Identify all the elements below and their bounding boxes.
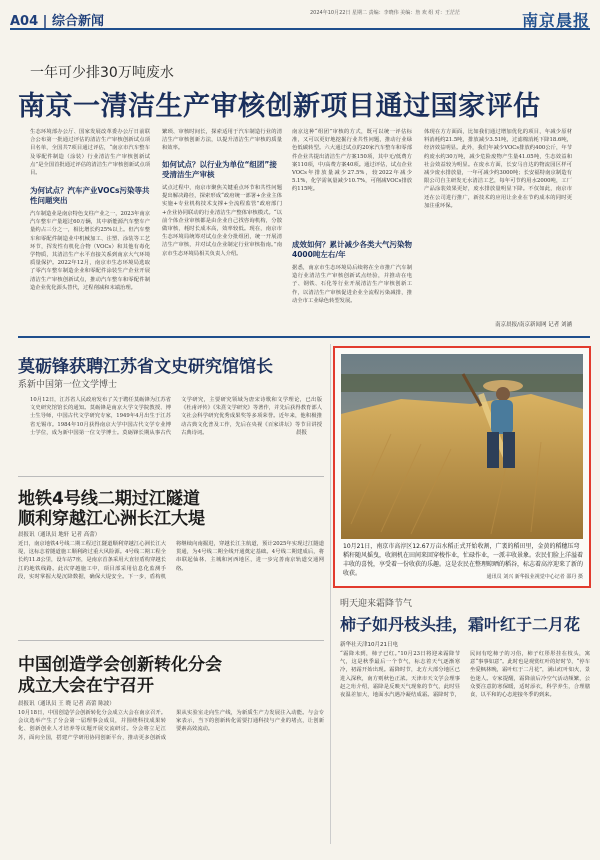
photo-credit: 通讯员 刘兴 新华报业视觉中心记者 邵丹 摄 xyxy=(486,574,583,580)
lead-credit: 南京晨报/南京新闻网 记者 刘涵 xyxy=(495,322,572,328)
story5-body: “霜降未到，柿子已红。”10月23日将迎来霜降节气，这是秋季最后一个节气，标志着天气逐渐寒冷，初霜开始出现。霜降时节，北方大部分地区已进入深秋，南方则秋色正浓。天津市天文学会理事赵之珩介绍，霜降是反映天气现象的节气，此时昼夜温差加大，地面水汽遇冷凝结成霜。霜降时节，民间有吃柿子的习俗，柿子红彤彤挂在枝头，寓意“事事如意”。此时也是观赏红叶的好时节，“停车坐爱枫林晚，霜叶红于二月花”，满山红叶如火，景色迷人。专家提醒，霜降前后冷空气活动频繁，公众要注意防寒保暖，适时添衣，科学养生，合理膳食，以平和的心态迎接冬季的到来。 xyxy=(340,651,590,699)
lead-subhead-1: 为何试点？汽车产业VOCs污染等共性问题突出 xyxy=(30,186,150,205)
story3-byline: 晨报讯（通讯员 地轩 记者 高蕾） xyxy=(18,532,101,538)
story2-body: 10月12日，江苏省人民政府发布了关于聘任莫砺锋为江苏省文史研究馆馆长的通知。莫砺锋是南京大学文学院教授、博士生导师，中国古代文学研究专家，1949年4月出生于江苏省无锡市。1984年10月获得南京大学中国古代文学专业博士学位，成为新中国第一位文学博士。莫砺锋长期从事古代文学研究，主要研究领域为唐宋诗歌和文学理论，已出版《杜甫评传》《朱熹文学研究》等著作，并先后获得教育部人文社会科学研究优秀成果奖等多项荣誉。近年来，他积极推动古典文化普及工作，先后在央视《百家讲坛》等节目讲授古典诗词。 xyxy=(30,397,322,436)
lead-col2b: 试点过程中，南京市聚焦关键重点环节和共性问题提出解决路径，探索形成“政府统一部署+企业主体实施+专业机构技术支撑+全流程监管”政府部门+企业协同联动的行业清洁生产整体审核模式。“以前个体企业审核都是由企业自己找咨询机构，分散做审核，耗时长成本高，效率较低。现在，南京市生态环境局统筹对试点企业分批组团，统一开展清洁生产审核，并对试点企业制定行业审核指南。”南京市生态环境局相关负责人介绍。 xyxy=(162,185,282,257)
lead-intro: 生态环境部办公厅、国家发展改革委办公厅日前联合公布第一批通过评估的清洁生产审核创新试点项目名单，全国共7项目通过评估，“南京市汽车整车及零配件制造（涂装）行业清洁生产审核创新试点”是全国首批通过评估的清洁生产审核创新试点项目。 xyxy=(30,129,150,177)
harvest-photo xyxy=(341,354,583,539)
lead-subhead-2: 如何试点？以行业为单位“组团”接受清洁生产审核 xyxy=(162,160,277,179)
lead-kicker: 一年可少排30万吨废水 xyxy=(30,65,174,81)
story2-author: 晨报 xyxy=(296,430,308,436)
story4-body: 10月18日，中国创造学会创新转化分会成立大会在南京召开。会议选举产生了分会第一届理事会成员，并围绕科技成果转化、创新创业人才培养等议题开展交流研讨。分会将立足江苏，面向全国，搭建产学研用协同创新平台，推动更多创新成果从实验室走向生产线，为新质生产力发展注入动能。与会专家表示，当下的创新转化需要打通科技与产业的堵点，让创新要素高效流动。 xyxy=(18,710,324,741)
lead-col4: 体现在方方面面，比如我们通过增加优化的项目，年减少原材料消耗约21.5吨，排放减少3.51吨，过滤棉消耗下降18.6吨，经济效益明显。此外，我们年减少VOCs排放约400公斤，年节约废水约30万吨，减少危险废物产生量41.05吨，生态效益和社会效益较为明显。在废水方面，长安马自达的物流园区样可减少废水排放量，一年可减少约3000吨；长安福特南京制造有限公司自主研发无水清洁工艺，每年可节约用水2000吨，工厂产品涂装效果更好，废水排放量明显下降。不仅如此，南京市还在公司进行推广，新技术的应用让企业在节约成本的同时更加注重环保。 xyxy=(424,129,572,209)
page-header xyxy=(10,8,590,30)
story2-title: 莫砺锋获聘江苏省文史研究馆馆长 xyxy=(18,357,273,377)
story2-deck: 系新中国第一位文学博士 xyxy=(18,380,118,390)
newspaper-logo: 南京晨报 xyxy=(521,11,590,30)
lead-col3b: 据悉，南京市生态环境局后续将在全市推广汽车制造行业清洁生产审核创新试点经验，并推动在电子、钢铁、石化等行业开展清洁生产审核创新工作，以清洁生产审核促进企业全流程污染减排，推动全市工业绿色转型发展。 xyxy=(292,265,412,304)
photo-feature xyxy=(333,346,591,588)
story4-title-line1: 中国创造学会创新转化分会 xyxy=(18,655,222,675)
story5-kicker: 明天迎来霜降节气 xyxy=(340,599,413,609)
story3-title-line1: 地铁4号线二期过江隧道 xyxy=(18,489,200,509)
lead-col1: 汽车制造业是南京特色支柱产业之一，2023年南京汽车整车产量超过60万辆，其中新能源汽车整车产量约占三分之一，相比增长约25%以上。但汽车整车和零配件制造业中机械加工、注塑、涂装等工艺环节，挥发性有机化合物（VOCs）和其他有毒化学物质，其清洁生产水平直接关系到南京大气环境质量保护。2022年12月，南京市生态环境局选取了零汽车整车制造企业和零配件涂装生产企业开展清洁生产审核创新试点，推动汽车整车和零配件制造企业优化源头替代，过程削减和末端治理。 xyxy=(30,211,150,291)
lead-col3: 南京这种“组团”审核的方式，既可以统一评估标准，又可以更好地挖掘行业共性问题，推动行业绿色低碳转型。六大通过试点的20家汽车整车和零部件企业共提出清洁生产方案150项，其中无/低费方案110项，中/高费方案40项。通过评估，试点企业VOCs年排放量减少27.5%，较2022年减少5.1%，化学需氧量减少10.7%，可削减VOCs排放约115吨。 xyxy=(292,129,412,193)
column-divider xyxy=(330,344,331,844)
lead-col2: 繁琐、审核时间长，探索适用于汽车制造行业的清洁生产审核创新方法，以提升清洁生产审核的质量和效率。 xyxy=(162,129,282,152)
story4-byline: 晨报讯（通讯员 王 晓 记者 高蕾 陈波） xyxy=(18,701,115,707)
divider-3 xyxy=(18,640,324,641)
story3-title-line2: 顺利穿越江心洲长江大堤 xyxy=(18,509,205,529)
story4-title-line2: 成立大会在宁召开 xyxy=(18,676,154,696)
story5-byline: 新华社天津10月21日电 xyxy=(340,642,398,648)
issue-meta: 2024年10月22日 星期二 责编：李晓伟 美编：詹 欢 组 对：王茫茫 xyxy=(310,10,460,16)
lead-headline: 南京一清洁生产审核创新项目通过国家评估 xyxy=(18,91,541,122)
photo-caption: 10月21日，南京市高淳区12.67万亩水稻正式开始收割，广袤的稻田里，金黄的稻穗压弯稻秆随风摇曳，收割机在田间来回穿梭作业，忙碌作业，一派丰收景象。农民们脸上洋溢着丰收的喜悦，享受着一份收获的乐趣。这是农民在整理晾晒的稻谷，标志着高淳迎来了新的收获。 xyxy=(343,543,584,577)
section-divider xyxy=(18,336,590,338)
divider-2 xyxy=(18,476,324,477)
section-label: A04 | 综合新闻 xyxy=(10,14,104,29)
story3-body: 近日，南京地铁4号线二期工程过江隧道顺利穿越江心洲长江大堤，这标志着隧道施工顺利跨过重大风险源。4号线二期工程全长约11.8公里，设车站7座，是南京首条采用大直径盾构穿越长江的地铁线路。此次穿越施工中，项目部采用信息化监测手段，实时掌握大堤沉降数据，确保大堤安全。下一步，盾构机将继续向南掘进，穿越长江主航道，预计2025年实现过江隧道贯通，为4号线二期全线开通奠定基础。4号线二期建成后，将串联起仙林、主城和河西地区，进一步完善南京轨道交通网络。 xyxy=(18,541,324,580)
lead-subhead-4: 成效如何？累计减少各类大气污染物4000吨左右/年 xyxy=(292,240,412,259)
story5-title: 柿子如丹枝头挂，霜叶红于二月花 xyxy=(340,615,581,634)
